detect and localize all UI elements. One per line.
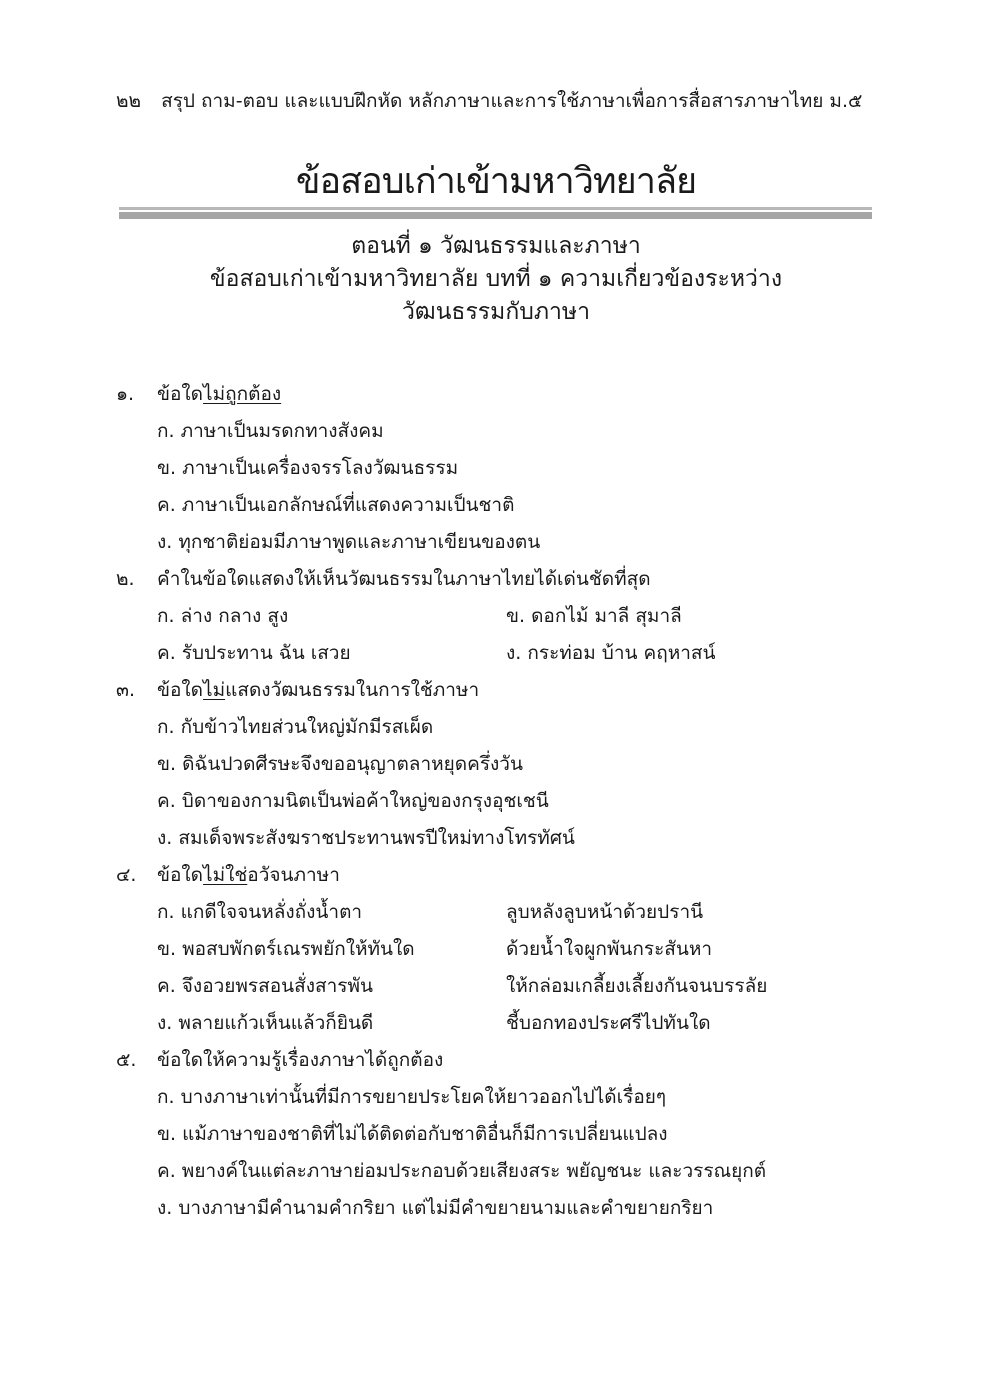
option-a-verse-2: ลูบหลังลูบหน้าด้วยปรานี [506, 901, 704, 923]
question-number: ๕. [116, 1049, 137, 1071]
question-number: ๓. [116, 679, 136, 701]
question-list [0, 376, 992, 1227]
stem-emphasis: ไม่ [203, 679, 226, 701]
question-number: ๔. [116, 864, 137, 886]
question-text: ข้อใดให้ความรู้เรื่องภาษาได้ถูกต้อง [157, 1049, 444, 1071]
question-number: ๒. [116, 568, 135, 590]
section-heading-line-3: วัฒนธรรมกับภาษา [402, 299, 590, 325]
section-heading-line-1: ตอนที่ ๑ วัฒนธรรมและภาษา [351, 233, 641, 259]
question-4 [0, 857, 992, 1042]
option-a: ก. กับข้าวไทยส่วนใหญ่มักมีรสเผ็ด [157, 716, 434, 738]
title-rule-thin [119, 207, 872, 210]
option-a: ก. ล่าง กลาง สูง [157, 605, 289, 627]
question-text: คำในข้อใดแสดงให้เห็นวัฒนธรรมในภาษาไทยได้เด่นชัดที่สุด [157, 568, 651, 590]
option-d-verse-1: ง. พลายแก้วเห็นแล้วก็ยินดี [157, 1012, 374, 1034]
option-d: ง. กระท่อม บ้าน คฤหาสน์ [506, 642, 716, 664]
option-a-verse-1: ก. แกดีใจจนหลั่งถั่งน้ำตา [157, 901, 363, 923]
option-a: ก. บางภาษาเท่านั้นที่มีการขยายประโยคให้ยาวออกไปได้เรื่อยๆ [157, 1086, 667, 1108]
question-stem [0, 672, 992, 709]
question-3 [0, 672, 992, 857]
running-head-text: สรุป ถาม-ตอบ และแบบฝึกหัด หลักภาษาและการใช้ภาษาเพื่อการสื่อสารภาษาไทย ม.๕ [161, 90, 863, 112]
option-b-verse-2: ด้วยน้ำใจผูกพันกระสันหา [506, 938, 713, 960]
option-b: ข. แม้ภาษาของชาติที่ไม่ได้ติดต่อกับชาติอื่นก็มีการเปลี่ยนแปลง [157, 1123, 668, 1145]
page-number: ๒๒ [116, 90, 142, 112]
option-c: ค. บิดาของกามนิตเป็นพ่อค้าใหญ่ของกรุงอุชเชนี [157, 790, 549, 812]
option-b: ข. ภาษาเป็นเครื่องจรรโลงวัฒนธรรม [157, 457, 459, 479]
question-2 [0, 561, 992, 672]
option-c: ค. รับประทาน ฉัน เสวย [157, 642, 351, 664]
stem-text: อวัจนภาษา [247, 864, 340, 886]
stem-emphasis: ไม่ถูกต้อง [203, 383, 282, 405]
section-heading-line-2: ข้อสอบเก่าเข้ามหาวิทยาลัย บทที่ ๑ ความเกี่ยวข้องระหว่าง [209, 266, 783, 292]
question-stem [0, 857, 992, 894]
question-text [157, 376, 281, 413]
question-1 [0, 376, 992, 561]
question-text [157, 672, 479, 709]
stem-emphasis: ไม่ใช่ [203, 864, 248, 886]
option-d: ง. สมเด็จพระสังฆราชประทานพรปีใหม่ทางโทรทัศน์ [157, 827, 575, 849]
stem-text: ข้อใด [157, 679, 204, 701]
option-c-verse-2: ให้กล่อมเกลี้ยงเลี้ยงกันจนบรรลัย [506, 975, 768, 997]
section-heading [0, 230, 992, 329]
option-c: ค. พยางค์ในแต่ละภาษาย่อมประกอบด้วยเสียงสระ พยัญชนะ และวรรณยุกต์ [157, 1160, 767, 1182]
page-title: ข้อสอบเก่าเข้ามหาวิทยาลัย [295, 160, 697, 201]
stem-text: ข้อใด [157, 864, 204, 886]
option-b-verse-1: ข. พอสบพักตร์เณรพยักให้ทันใด [157, 938, 415, 960]
stem-text: แสดงวัฒนธรรมในการใช้ภาษา [225, 679, 480, 701]
option-d-verse-2: ชี้บอกทองประศรีไปทันใด [506, 1012, 711, 1034]
question-number: ๑. [116, 383, 135, 405]
question-stem [0, 561, 992, 598]
question-stem [0, 376, 992, 413]
option-c-verse-1: ค. จึงอวยพรสอนสั่งสารพัน [157, 975, 373, 997]
option-b: ข. ดอกไม้ มาลี สุมาลี [506, 605, 682, 627]
stem-text: ข้อใด [157, 383, 204, 405]
question-text [157, 857, 340, 894]
option-a: ก. ภาษาเป็นมรดกทางสังคม [157, 420, 384, 442]
option-b: ข. ดิฉันปวดศีรษะจึงขออนุญาตลาหยุดครึ่งวัน [157, 753, 523, 775]
option-d: ง. บางภาษามีคำนามคำกริยา แต่ไม่มีคำขยายนามและคำขยายกริยา [157, 1197, 714, 1219]
option-d: ง. ทุกชาติย่อมมีภาษาพูดและภาษาเขียนของตน [157, 531, 541, 553]
title-rule-thick [119, 212, 872, 219]
question-5 [0, 1042, 992, 1227]
question-stem [0, 1042, 992, 1079]
running-head [116, 86, 862, 116]
option-c: ค. ภาษาเป็นเอกลักษณ์ที่แสดงความเป็นชาติ [157, 494, 515, 516]
